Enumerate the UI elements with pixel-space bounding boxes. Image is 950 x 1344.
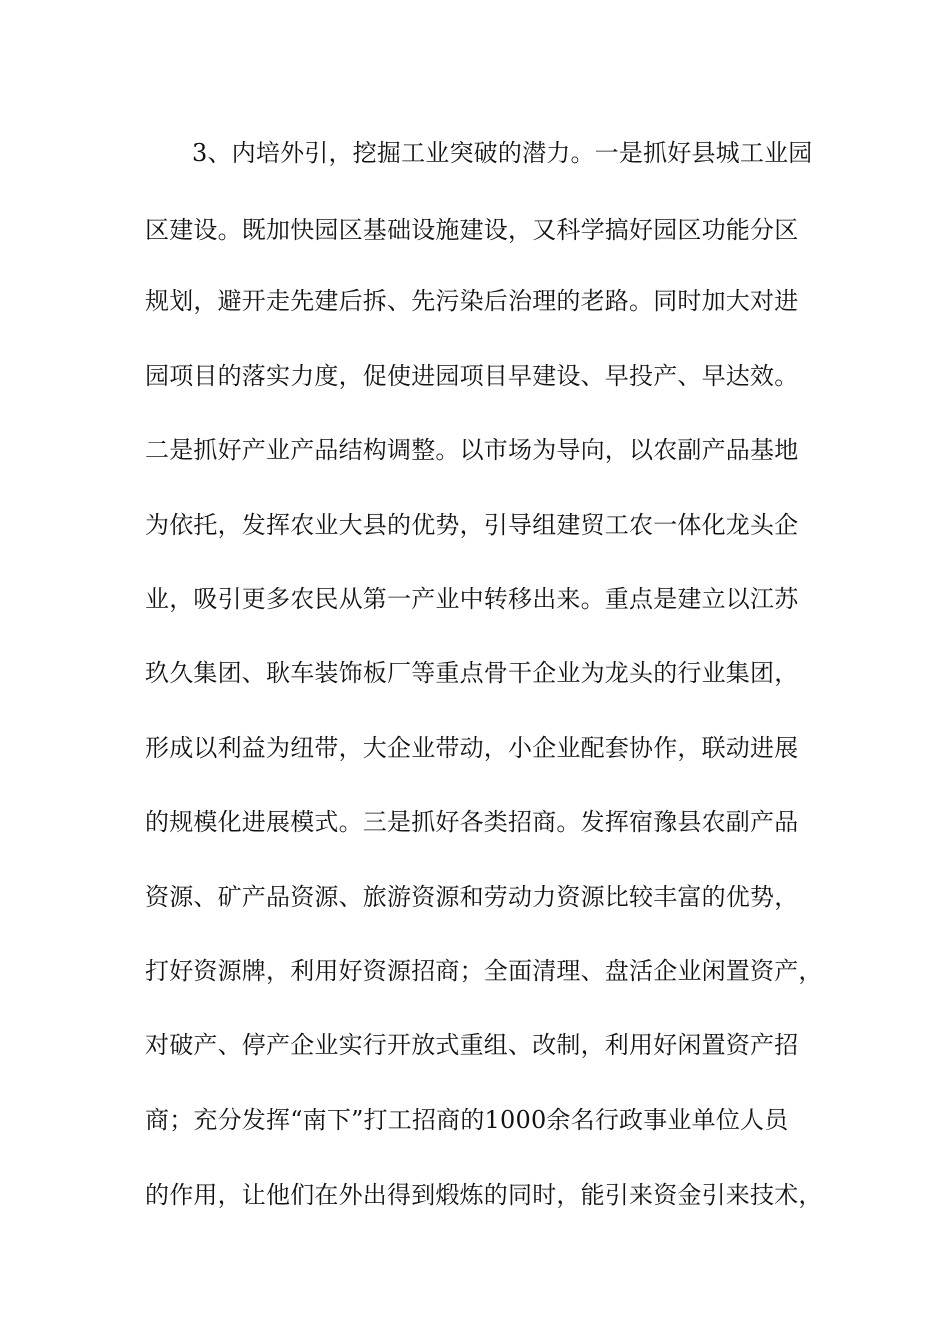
paragraph-line-9: 形成以利益为纽带，大企业带动，小企业配套协作，联动进展 — [145, 734, 799, 762]
paragraph-line-15: 的作用，让他们在外出得到煅炼的同时，能引来资金引来技术， — [145, 1181, 823, 1209]
paragraph-line-5: 二是抓好产业产品结构调整。以市场为导向，以农副产品基地 — [145, 436, 799, 464]
paragraph-line-12: 打好资源牌，利用好资源招商；全面清理、盘活企业闲置资产， — [145, 957, 823, 985]
paragraph-line-14: 商；充分发挥“南下”打工招商的1000余名行政事业单位人员 — [145, 1106, 789, 1134]
paragraph-line-6: 为依托，发挥农业大县的优势，引导组建贸工农一体化龙头企 — [145, 511, 799, 539]
paragraph-line-4: 园项目的落实力度，促使进园项目早建设、早投产、早达效。 — [145, 362, 799, 390]
paragraph-line-8: 玖久集团、耿车装饰板厂等重点骨干企业为龙头的行业集团， — [145, 659, 799, 687]
paragraph-line-3: 规划，避开走先建后拆、先污染后治理的老路。同时加大对进 — [145, 287, 799, 315]
paragraph-line-2: 区建设。既加快园区基础设施建设，又科学搞好园区功能分区 — [145, 216, 799, 244]
paragraph-line-13: 对破产、停产企业实行开放式重组、改制，利用好闲置资产招 — [145, 1031, 799, 1059]
paragraph-line-7: 业，吸引更多农民从第一产业中转移出来。重点是建立以江苏 — [145, 585, 799, 613]
paragraph-line-10: 的规模化进展模式。三是抓好各类招商。发挥宿豫县农副产品 — [145, 808, 799, 836]
paragraph-line-11: 资源、矿产品资源、旅游资源和劳动力资源比较丰富的优势， — [145, 883, 799, 911]
paragraph-line-1: 3、内培外引，挖掘工业突破的潜力。一是抓好县城工业园 — [192, 139, 813, 167]
